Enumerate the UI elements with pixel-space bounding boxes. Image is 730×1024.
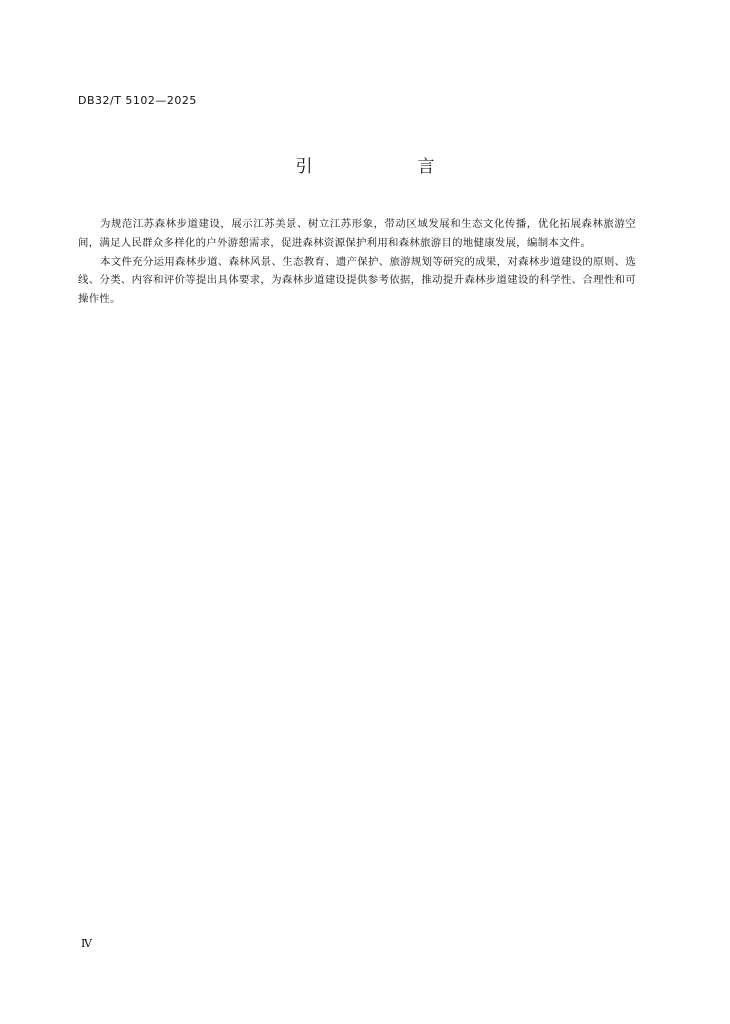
- paragraph: 为规范江苏森林步道建设，展示江苏美景、树立江苏形象，带动区域发展和生态文化传播，优化拓展森林旅游空间，满足人民群众多样化的户外游憩需求，促进森林资源保护利用和森林旅游目的地健康发展，编制本文件。: [78, 218, 636, 249]
- page-title: 引 言: [295, 157, 479, 177]
- standard-code: DB32/T 5102—2025: [78, 94, 197, 107]
- document-body: [78, 215, 636, 309]
- paragraph: 本文件充分运用森林步道、森林风景、生态教育、遗产保护、旅游规划等研究的成果，对森林步道建设的原则、选线、分类、内容和评价等提出具体要求，为森林步道建设提供参考依据，推动提升森林步道建设的科学性、合理性和可操作性。: [78, 255, 636, 306]
- page-number: Ⅳ: [81, 937, 92, 950]
